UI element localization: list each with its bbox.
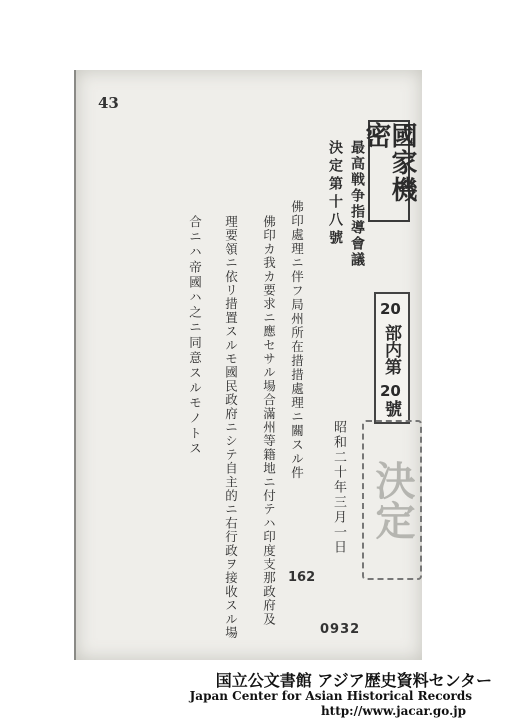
document-number: 0932 [320,622,361,637]
document-page [74,70,422,660]
decision-stamp [362,420,422,580]
archive-footer [0,666,512,723]
document-date: 昭和二十年三月一日 [331,420,346,555]
archive-url[interactable]: http://www.jacar.go.jp [320,704,466,718]
dept-label: 部内第 [381,324,401,375]
council-name: 最高戦争指導會議 [349,140,365,268]
dept-number: 20 [380,382,401,400]
dept-prefix-number: 20 [380,300,401,318]
department-number-stamp [374,292,410,424]
state-secret-stamp [361,120,417,222]
archive-name-en: Japan Center for Asian Historical Records [189,689,472,703]
page-number: 43 [98,94,119,112]
body-line-2: 理要領ニ依リ措置スルモ國民政府ニシテ自主的ニ右行政ヲ接收スル場 [223,215,239,640]
archive-name-jp: 国立公文書館 アジア歴史資料センター [215,671,492,690]
body-line-1: 佛印カ我カ要求ニ應セサル場合滿州等籍地ニ付テハ印度支那政府及 [261,215,277,626]
body-line-3: 合ニハ帝國ハ之ニ同意スルモノトス [187,215,203,457]
decision-stamp-text: 決定 [369,460,416,540]
reference-number: 162 [288,570,316,585]
document-title: 佛印處理ニ伴フ局州所在措措處理ニ關スル件 [289,200,305,480]
decision-number: 決定第十八號 [327,140,343,248]
state-secret-text: 國家機密 [361,122,417,203]
dept-suffix: 號 [381,400,401,417]
